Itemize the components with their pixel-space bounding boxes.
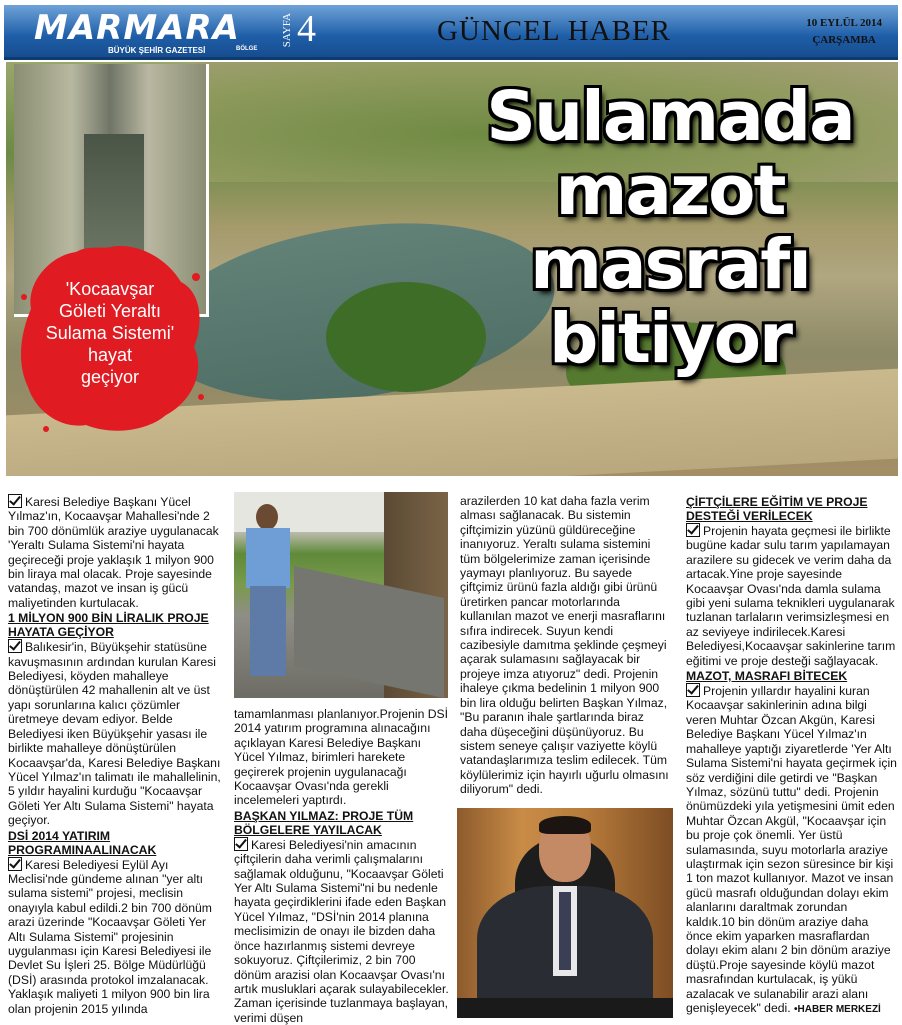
person-hair-graphic: [539, 816, 591, 834]
headline: [450, 77, 890, 379]
checkbox-icon: [8, 494, 22, 508]
checkbox-icon: [234, 837, 248, 851]
person-head-graphic: [256, 504, 278, 530]
splash-line-1: 'Kocaavşar: [65, 279, 155, 299]
tie-graphic: [559, 892, 571, 970]
section-title: GÜNCEL HABER: [436, 15, 672, 47]
masthead: [4, 5, 898, 60]
byline: •HABER MERKEZİ: [794, 1004, 881, 1015]
checkbox-icon: [8, 857, 22, 871]
headline-line-1: Sulamada: [486, 77, 854, 157]
page-label: SAYFA: [281, 13, 293, 48]
paragraph: Projenin yıllardır hayalini kuran Kocaavşar sakinlerinin adına bilgi veren Muhtar Özcan Akgün, Karesi Belediye Başkanı Yücel Yılmaz'ın mahalleye yaptığı ziyaretlerde 'Yer Altı Sulama Sistemi'ni hayata geçirmek için söz verdiğini dile getirdi ve "Başkan Yılmaz, sözünü tuttu" dedi. Projenin önümüzdeki yıla yetişmesini ümit eden Muhtar Özcan Akgül, "Kocaavşar için bu proje çok önemli. Yer üstü sulamasında, suyu motorlarla araziye ulaştırmak için sezon süresince bir kişi 1 ton mazot kullanıyor. Mazot ve insan gücü masrafı olduğundan dolayı ekim alanlarını daraltmak zorundan kaldık.10 bin dönüm araziye daha önce ekim yaparken masraflardan dolayı ekim alanı 2 bin dönüm araziye düştü.Proje sayesinde köylü mazot masrafından kurtulacak, iş yükü azalacak ve sulanabilir arazi alanı genişleyecek" dedi. •HABER MERKEZİ: [686, 684, 897, 1015]
brand-logo: MARMARA: [34, 8, 240, 48]
checkbox-icon: [686, 523, 700, 537]
paragraph: Projenin hayata geçmesi ile birlikte bugüne kadar sulu tarım yapılamayan arazilere su gidecek ve verim daha da artacak.Yine proje sayesinde Kocaavşar Ovası'nda damla sulama gibi yeni sulama teknikleri uygulanarak tuzlanan tarlaların verimsizleşmesi en az seviyeye indirilecek.Karesi Belediyesi,Kocaavşar sakinlerine tarım eğitimi ve proje desteği sağlayacak.: [686, 524, 896, 668]
article-column-3: [460, 494, 674, 797]
mayor-photo: [457, 808, 673, 1018]
person-shirt-graphic: [246, 528, 290, 588]
article-column-2: [234, 707, 450, 1025]
subheading: MAZOT, MASRAFI BİTECEK: [686, 669, 848, 684]
farmer-photo: [234, 492, 448, 698]
page-number: 4: [297, 8, 316, 50]
article-column-4: [686, 494, 898, 1017]
subheading: BAŞKAN YILMAZ: PROJE TÜM BÖLGELERE YAYILACAK: [234, 808, 414, 837]
date-text: 10 EYLÜL 2014: [806, 17, 882, 29]
headline-line-4: bitiyor: [548, 299, 792, 379]
brand-region: BÖLGE: [236, 46, 258, 52]
splash-line-3: Sulama Sistemi': [45, 323, 175, 343]
splash-line-5: geçiyor: [80, 367, 140, 387]
paragraph: Balıkesir'in, Büyükşehir statüsüne kavuşmasının ardından kurulan Karesi Belediyesi, köyden mahalleye dönüştürülen 42 mahallenin alt ve üst yapı sorunlarına kalıcı çözümler üretmeye devam ediyor. Belde Belediyesi iken Büyükşehir yasası ile birlikte mahalleye dönüştürülen Kocaavşar'da, Karesi Belediye Başkanı Yücel Yılmaz'ın talimatı ile mahallelinin, 5 yıldır hayalini kurduğu "Kocaavşar Göleti Yer Altı Sulama Sistemi" hayata geçiyor.: [8, 640, 221, 828]
splash-line-4: hayat: [87, 345, 133, 365]
splash-line-2: Göleti Yeraltı: [58, 301, 162, 321]
issue-date: [806, 15, 882, 49]
paragraph: arazilerden 10 kat daha fazla verim alması sağlanacak. Bu sistemin çiftçimizin yüzünü güldüreceğine inanıyoruz. Yeraltı sulama sistemini tüm bölgelerimize zaman içerisinde yaymayı planlıyoruz. Bu sayede çiftçimiz ürünü fazla aldığı gibi ürünü üretirken pancar motorlarında kullanılan mazot ve enerji masraflarını sıfıra indirecek. Suyun kendi cazibesiyle damıtma şeklinde çeşmeyi açarak sulamasını sağlayacak bir projeye imza atıyoruz" dedi. Projenin ihaleye çıkma bedelinin 1 milyon 900 bin lira olduğu belirten Başkan Yılmaz, "Bu paranın ihale şartlarında biraz daha düşeceğini düşünüyoruz. Bu sistem seneye çalışır vaziyette köylü vatandaşlarımıza teslim edilecek. Tüm köylülerimiz için hayırlı uğurlu olmasını diliyorum" dedi.: [460, 494, 669, 797]
brand-subtitle: BÜYÜK ŞEHİR GAZETESİ: [108, 46, 206, 55]
paragraph: tamamlanması planlanıyor.Projenin DSİ 2014 yatırım programına alınacağını açıklayan Karesi Belediye Başkanı Yücel Yılmaz, birimleri harekete geçirerek projenin uygulanacağı Kocaavşar Ovası'nda gerekli incelemeleri yaptırdı.: [234, 707, 449, 808]
article-column-1: [8, 494, 226, 1016]
splash-text: [30, 278, 190, 388]
paragraph: Karesi Belediyesi Eylül Ayı Meclisi'nde gündeme alınan "yer altı sulama sistemi" projesi, meclisin onayıyla kabul edildi.2 bin 700 dönüm arazi üzerinde "Kocaavşar Göleti Yer Altı Sulama Sistemi" projesinin uygulanması için Karesi Belediyesi ile Devlet Su İşleri 25. Bölge Müdürlüğü (DSİ) arasında protokol imzalanacak. Yaklaşık maliyeti 1 milyon 900 bin lira olan projenin 2015 yılında: [8, 857, 212, 1016]
subheading: 1 MİLYON 900 BİN LİRALIK PROJE HAYATA GEÇİYOR: [8, 611, 209, 640]
headline-line-2: mazot: [555, 151, 785, 231]
paragraph: Karesi Belediyesi'nin amacının çiftçilerin daha verimli çalışmalarını sağlamak olduğunu, "Kocaavşar Göleti Yer Altı Sulama Sistemi"ni bu nedenle hayata geçirdiklerini ifade eden Başkan Yücel Yılmaz, "DSİ'nin 2014 planına meclisimizin de onayı ile bizden daha önce hazırlanmış sistemi devreye sokuyoruz. Çiftçilerimiz, 2 bin 700 dönüm arazisi olan Kocaavşar Ovası'nı artık musluklari açarak sulayabilecekler. Zaman içerisinde tuzlanmaya başlayan, verimi düşen: [234, 837, 449, 1025]
headline-line-3: masrafı: [530, 225, 810, 305]
subheading: DSİ 2014 YATIRIM PROGRAMINAALINACAK: [8, 828, 157, 857]
desk-graphic: [457, 998, 673, 1018]
subheading: ÇİFTÇİLERE EĞİTİM VE PROJE DESTEĞİ VERİLECEK: [686, 495, 868, 523]
person-jeans-graphic: [250, 586, 286, 676]
paragraph: Karesi Belediye Başkanı Yücel Yılmaz'ın, Kocaavşar Mahallesi'nde 2 bin 700 dönümlük araziye uygulanacak 'Yeraltı Sulama Sistemi'ni hayata geçireceği proje yaklaşık 1 milyon 900 bin liraya mal olacak. Proje sayesinde vatandaş, mazot ve insan iş gücü maliyetinden kurtulacak.: [8, 495, 219, 610]
checkbox-icon: [686, 683, 700, 697]
checkbox-icon: [8, 639, 22, 653]
day-text: ÇARŞAMBA: [812, 34, 876, 46]
